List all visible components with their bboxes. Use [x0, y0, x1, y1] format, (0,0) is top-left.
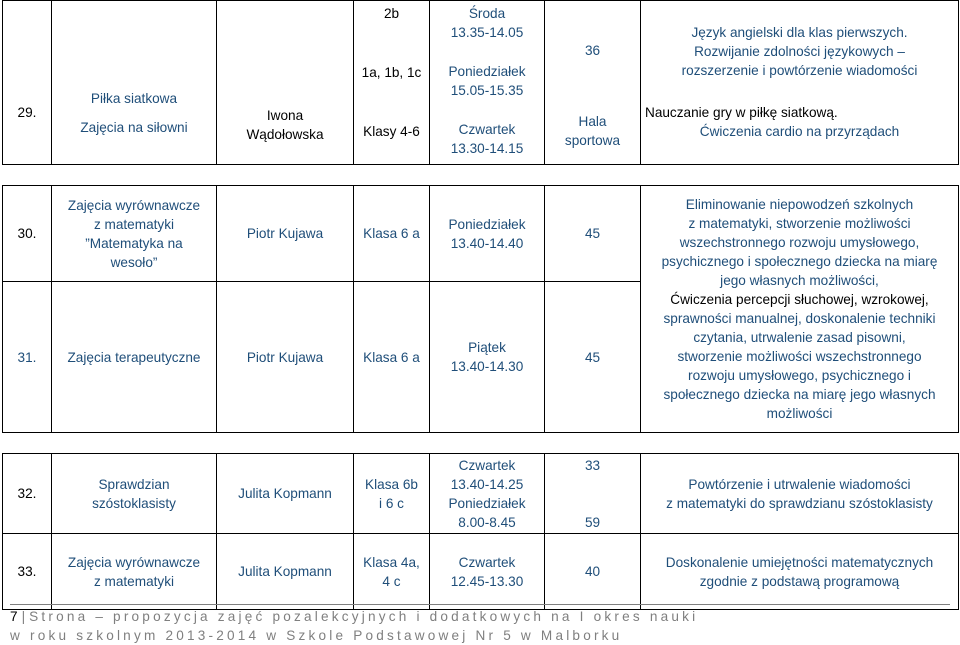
page-number: 7: [10, 609, 18, 624]
class-item: Klasa 6b: [365, 476, 418, 492]
activity-name: Zajęcia terapeutyczne: [52, 282, 217, 433]
activity-name-line: wesoło”: [110, 254, 158, 270]
schedule-table: [2, 0, 959, 610]
activity-name-line: Zajęcia na siłowni: [80, 119, 188, 135]
row-number: 29.: [3, 1, 52, 165]
activity-name-line: Piłka siatkowa: [90, 90, 178, 106]
description-line: Nauczanie gry w piłkę siatkową.: [645, 105, 838, 120]
description-line: psychicznego i społecznego dziecka na miarę: [661, 254, 938, 269]
class-item: 1a, 1b, 1c: [361, 65, 422, 80]
description-line: rozwoju umysłowego, psychicznego i: [688, 368, 911, 383]
activity-name: [52, 534, 217, 610]
schedule-day: Czwartek: [458, 122, 516, 137]
page-footer: [10, 604, 950, 645]
class-item: 2b: [383, 6, 400, 21]
class-item: Klasy 4-6: [363, 124, 420, 139]
row-separator: [3, 165, 959, 186]
schedule-day: Piątek: [468, 340, 506, 355]
schedule-day: Czwartek: [458, 457, 516, 473]
schedule-day: Środa: [468, 6, 506, 21]
description-line: Język angielski dla klas pierwszych.: [691, 25, 908, 40]
schedule-time: 13.40-14.30: [450, 359, 524, 374]
schedule-time: 13.30-14.15: [450, 141, 524, 156]
description-line: jego własnych możliwości,: [720, 273, 879, 288]
row-number: 30.: [3, 186, 52, 282]
teacher-name: Julita Kopmann: [217, 534, 354, 610]
description-line: Eliminowanie niepowodzeń szkolnych: [685, 197, 914, 212]
teacher-name: Piotr Kujawa: [217, 186, 354, 282]
class-cell: [354, 1, 430, 165]
footer-text: w roku szkolnym 2013-2014 w Szkole Podstawowej Nr 5 w Malborku: [10, 628, 623, 643]
teacher-name: Julita Kopmann: [217, 454, 354, 534]
class-cell: [354, 454, 430, 534]
schedule-cell: [430, 282, 545, 433]
schedule-cell: [430, 454, 545, 534]
description-cell: [641, 1, 959, 165]
table-row: [3, 186, 959, 282]
description-line: możliwości: [766, 406, 833, 421]
class-item: 4 c: [382, 573, 401, 589]
description-line: Doskonalenie umiejętności matematycznych: [665, 554, 934, 570]
description-line: wszechstronnego rozwoju umysłowego,: [679, 235, 920, 250]
participant-count: 36: [584, 43, 601, 58]
description-line: czytania, utrwalenie zasad pisowni,: [693, 330, 906, 345]
schedule-day: Poniedziałek: [448, 64, 526, 79]
place-line: sportowa: [564, 133, 621, 148]
activity-name-line: szóstoklasisty: [92, 495, 176, 511]
description-line: z matematyki, stworzenie możliwości: [688, 216, 911, 231]
table-row: [3, 1, 959, 165]
schedule-time: 13.40-14.25: [450, 476, 524, 492]
participant-count: 59: [584, 514, 601, 530]
schedule-time: 15.05-15.35: [450, 83, 524, 98]
teacher-name: Piotr Kujawa: [217, 282, 354, 433]
description-line: Powtórzenie i utrwalenie wiadomości: [688, 476, 911, 492]
teacher-name-line: Iwona: [266, 107, 304, 123]
schedule-cell: [430, 186, 545, 282]
participant-count: 45: [545, 186, 641, 282]
count-cell: [545, 454, 641, 534]
schedule-cell: [430, 534, 545, 610]
activity-name: [52, 1, 217, 165]
activity-name-line: Sprawdzian: [98, 476, 170, 492]
schedule-day: Czwartek: [458, 554, 516, 570]
activity-name-line: z matematyki: [93, 216, 175, 232]
class-cell: Klasa 6 a: [354, 186, 430, 282]
schedule-day: Poniedziałek: [448, 216, 526, 232]
footer-line: [10, 626, 950, 645]
place-line: Hala: [578, 114, 607, 129]
table-row: [3, 454, 959, 534]
description-line: z matematyki do sprawdzianu szóstoklasisty: [666, 495, 933, 511]
activity-name: [52, 186, 217, 282]
class-item: i 6 c: [379, 495, 404, 511]
description-line: zgodnie z podstawą programową: [699, 573, 900, 589]
schedule-time: 13.40-14.40: [450, 235, 524, 251]
teacher-name: [217, 1, 354, 165]
row-number: 32.: [3, 454, 52, 534]
description-line: Rozwijanie zdolności językowych –: [694, 44, 905, 59]
table-row: [3, 534, 959, 610]
footer-text: Strona – propozycja zajęć pozalekcyjnych i dodatkowych na I okres nauki: [29, 609, 699, 624]
schedule-time: 13.35-14.05: [450, 25, 524, 40]
count-place-cell: [545, 1, 641, 165]
schedule-cell: [430, 1, 545, 165]
row-number: 31.: [3, 282, 52, 433]
description-line: Ćwiczenia percepcji słuchowej, wzrokowej,: [670, 292, 929, 307]
row-number: 33.: [3, 534, 52, 610]
row-separator: [3, 433, 959, 454]
class-cell: Klasa 6 a: [354, 282, 430, 433]
participant-count: 33: [584, 457, 601, 473]
schedule-time: 8.00-8.45: [458, 514, 516, 530]
activity-name-line: z matematyki: [93, 573, 175, 589]
activity-name-line: ”Matematyka na: [85, 235, 183, 251]
description-line: społecznego dziecka na miarę jego własnych: [663, 387, 936, 402]
class-item: Klasa 4a,: [363, 554, 420, 570]
description-line: rozszerzenie i powtórzenie wiadomości: [681, 63, 918, 78]
footer-line: [10, 607, 950, 626]
footer-separator: |: [21, 609, 26, 624]
description-cell: [641, 534, 959, 610]
description-line: sprawności manualnej, doskonalenie techniki: [663, 311, 936, 326]
description-cell: [641, 454, 959, 534]
participant-count: 45: [545, 282, 641, 433]
schedule-time: 12.45-13.30: [450, 573, 524, 589]
description-cell: [641, 186, 959, 433]
class-cell: [354, 534, 430, 610]
activity-name: [52, 454, 217, 534]
activity-name-line: Zajęcia wyrównawcze: [67, 554, 201, 570]
teacher-name-line: Wądołowska: [246, 126, 324, 142]
schedule-day: Poniedziałek: [448, 495, 526, 511]
description-line: stworzenie możliwości wszechstronnego: [677, 349, 922, 364]
activity-name-line: Zajęcia wyrównawcze: [67, 197, 201, 213]
participant-count: 40: [545, 534, 641, 610]
description-line: Ćwiczenia cardio na przyrządach: [699, 124, 900, 139]
